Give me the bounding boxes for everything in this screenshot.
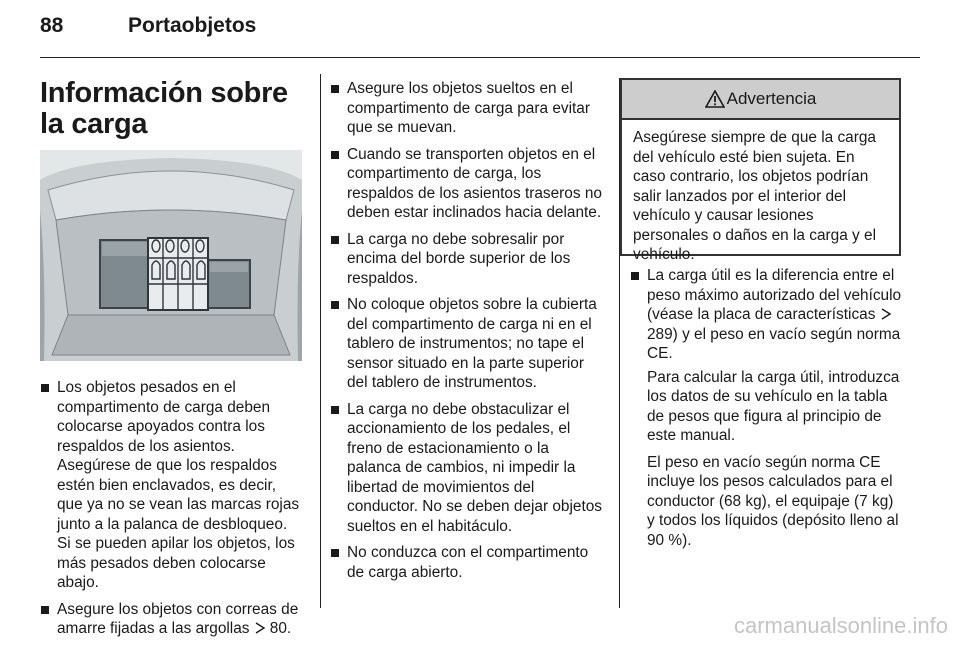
column-middle	[330, 79, 603, 589]
column-right	[630, 266, 902, 557]
page-reference-icon	[254, 622, 266, 634]
column-left	[40, 378, 302, 646]
column-divider	[320, 74, 321, 608]
list-item-text: No coloque objetos sobre la cubierta del compartimento de carga ni en el tablero de instrumentos; no tape el sensor situado en la parte superior del tablero de instrumentos.	[347, 296, 597, 391]
bullet-icon	[331, 549, 339, 557]
list-item	[40, 600, 302, 639]
watermark: carmanualsonline.info	[733, 613, 948, 638]
header-rule	[40, 57, 920, 58]
list-item	[330, 230, 603, 289]
list-item	[40, 378, 302, 593]
page-reference[interactable]: 289) y el peso en vacío según norma CE.	[647, 325, 901, 362]
page-header	[40, 14, 920, 44]
page-number: 88	[40, 14, 64, 37]
bullet-icon	[331, 151, 339, 159]
list-item-text: La carga útil es la diferencia entre el peso máximo autorizado del vehículo (véase la placa de características	[647, 267, 902, 323]
page-title: Información sobre la carga	[40, 77, 288, 140]
warning-text: Asegúrese siempre de que la carga del vehículo esté bien sujeta. En caso contrario, los objetos podrían salir lanzados por el interior del vehículo y causar lesiones personales o daños en la carga y el vehículo.	[633, 129, 876, 263]
paragraph: El peso en vacío según norma CE incluye los pesos calculados para el conductor (68 kg), el equipaje (7 kg) y todos los líquidos (depósito lleno al 90 %).	[647, 453, 899, 549]
bullet-icon	[331, 236, 339, 244]
list-item	[330, 400, 603, 537]
section-title: Portaobjetos	[128, 14, 257, 37]
bullet-icon	[41, 384, 49, 392]
paragraph: Para calcular la carga útil, introduzca los datos de su vehículo en la tabla de pesos que figura al principio de este manual.	[647, 368, 900, 444]
list-item	[330, 295, 603, 393]
list-item	[330, 79, 603, 138]
page-reference[interactable]: 80.	[269, 620, 292, 637]
list-item-text: Cuando se transporten objetos en el compartimento de carga, los respaldos de los asientos traseros no deben estar inclinados hacia delante.	[347, 145, 602, 221]
warning-header	[622, 80, 899, 120]
list-item	[630, 266, 902, 364]
list-item	[330, 543, 603, 582]
bullet-icon	[331, 301, 339, 309]
bullet-icon	[331, 85, 339, 93]
bullet-icon	[41, 606, 49, 614]
list-item-text: La carga no debe obstaculizar el accionamiento de los pedales, el freno de estacionamiento o la palanca de cambios, ni impedir la libertad de movimientos del conductor. No se deben dejar objetos sueltos en el habitáculo.	[347, 400, 602, 535]
trunk-illustration	[40, 150, 302, 361]
bullet-icon	[631, 272, 639, 280]
list-item-text: No conduzca con el compartimento de carga abierto.	[347, 544, 589, 581]
list-item-text: Asegure los objetos sueltos en el compartimento de carga para evitar que se muevan.	[347, 80, 590, 136]
list-item-text: La carga no debe sobresalir por encima del borde superior de los respaldos.	[347, 230, 571, 287]
bullet-icon	[331, 406, 339, 414]
page-reference-icon	[880, 308, 892, 320]
list-item-text: Asegure los objetos con correas de amarre fijadas a las argollas	[57, 600, 299, 637]
warning-title: Advertencia	[726, 89, 817, 108]
list-item	[330, 145, 603, 223]
warning-box	[620, 78, 901, 263]
warning-triangle-icon	[705, 90, 725, 108]
list-item-text: Los objetos pesados en el compartimento de carga deben colocarse apoyados contra los respaldos de los asientos. Asegúrese de que los respaldos estén bien enclavados, es decir, que ya no se vean las marcas rojas junto a la palanca de desbloqueo. Si se pueden apilar los objetos, los más pesados deben colocarse abajo.	[57, 379, 300, 591]
